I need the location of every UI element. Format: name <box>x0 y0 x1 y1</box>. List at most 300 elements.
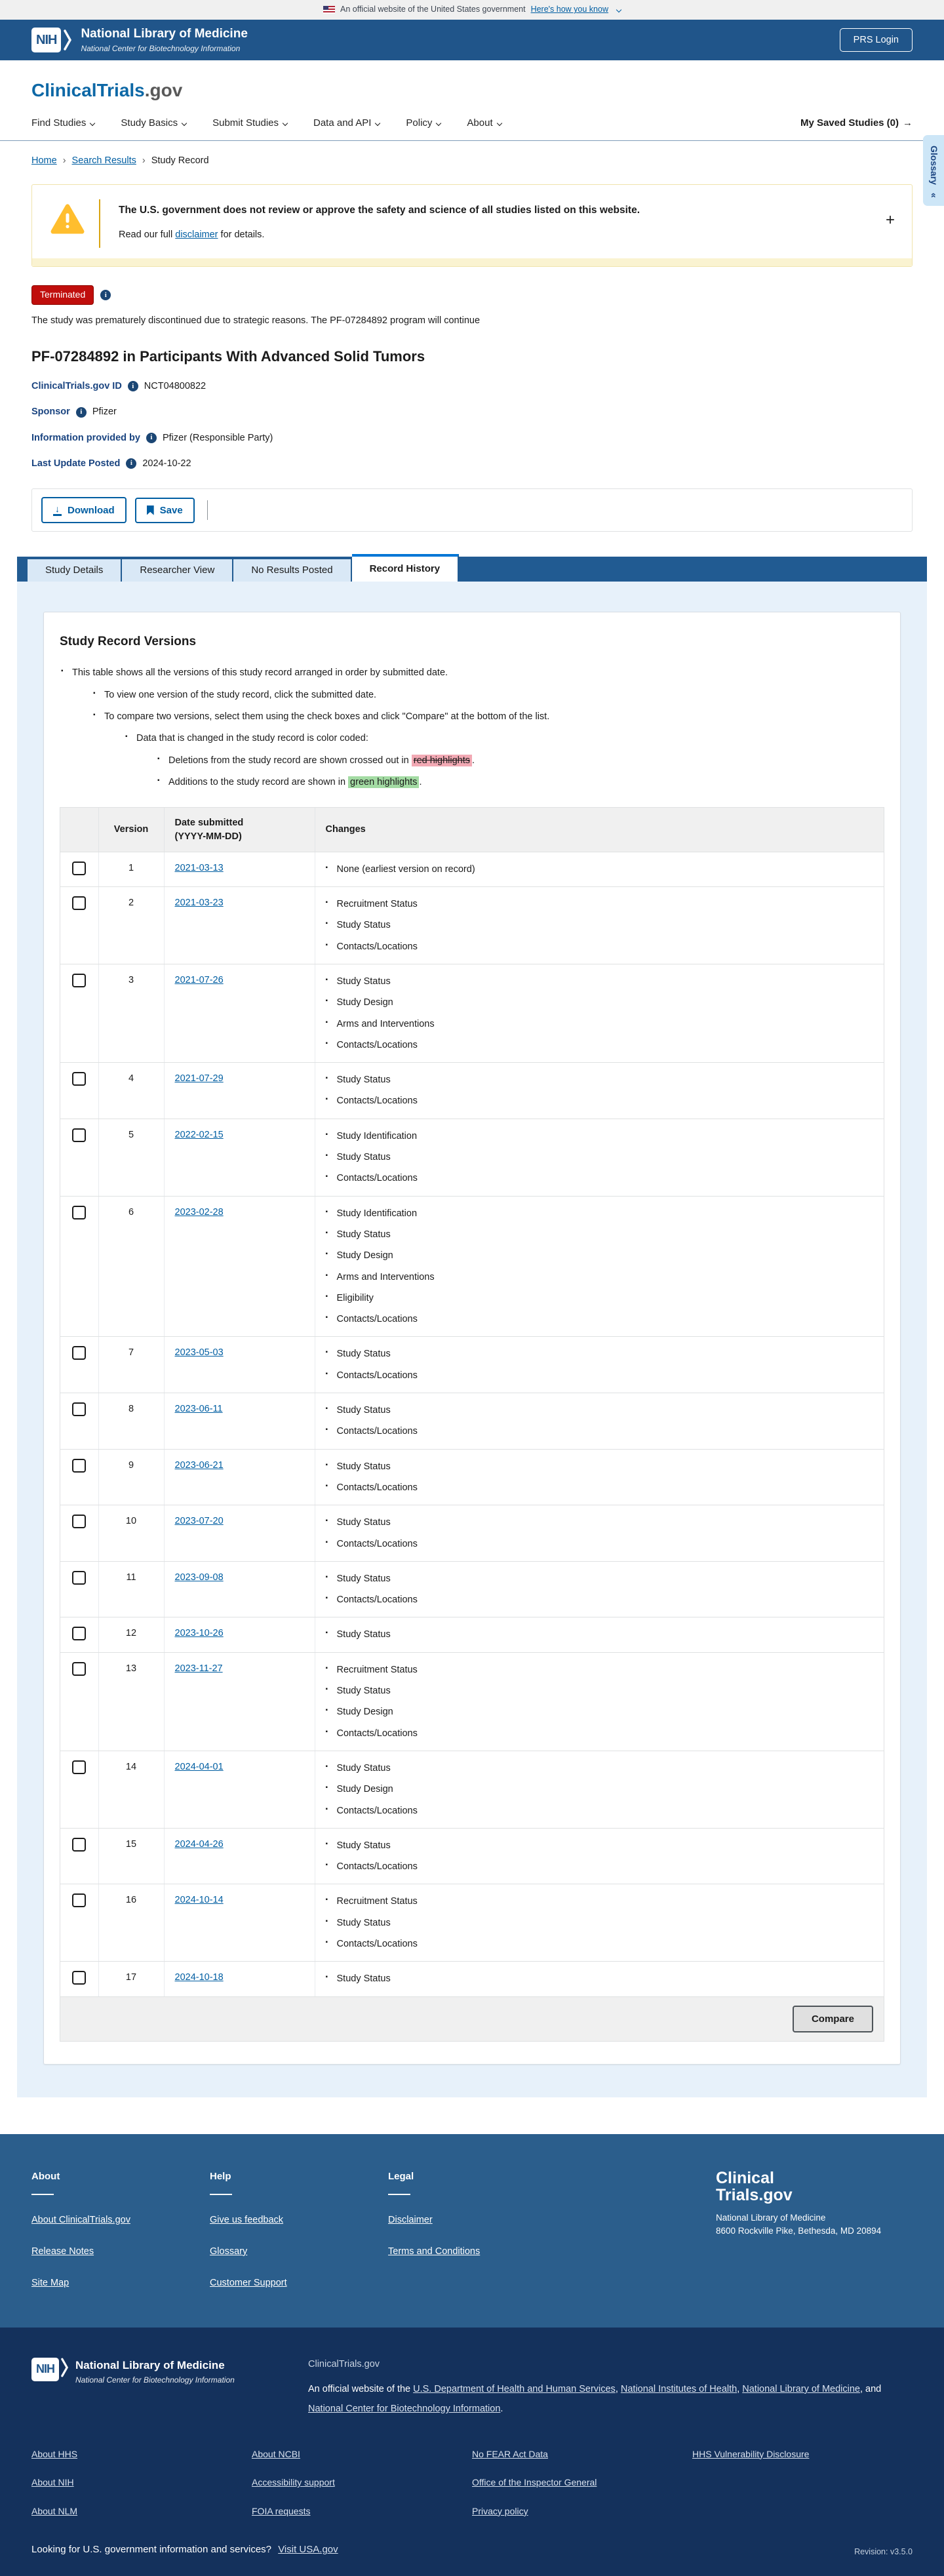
version-checkbox[interactable] <box>72 1346 86 1360</box>
date-cell <box>164 1617 315 1652</box>
version-checkbox[interactable] <box>72 1893 86 1907</box>
date-cell <box>164 1196 315 1337</box>
nav-item-policy[interactable] <box>406 116 441 130</box>
date-submitted-link[interactable]: 2022-02-15 <box>174 1129 224 1140</box>
divider <box>210 2194 232 2195</box>
change-item: ▪ Contacts/Locations <box>326 1860 874 1873</box>
footer <box>0 2134 944 2576</box>
change-item: ▪ Study Status <box>326 1572 874 1585</box>
change-item: ▪ Study Status <box>326 1404 874 1417</box>
changes-list <box>326 1839 874 1874</box>
version-number: 16 <box>98 1884 164 1962</box>
disclaimer-subtext <box>119 228 640 241</box>
date-cell <box>164 1119 315 1196</box>
study-field-label: ClinicalTrials.gov ID <box>31 381 122 392</box>
date-cell <box>164 852 315 886</box>
table-row <box>60 964 884 1063</box>
info-icon[interactable]: i <box>100 290 111 300</box>
date-submitted-link[interactable]: 2023-10-26 <box>174 1628 224 1639</box>
nav-item-label: About <box>467 117 493 129</box>
prs-login-button[interactable]: PRS Login <box>840 28 913 52</box>
agency-links-column <box>252 2448 472 2534</box>
termination-note: The study was prematurely discontinued due to strategic reasons. The PF-07284892 program will continue <box>31 315 481 327</box>
nav-item-about[interactable] <box>467 116 501 130</box>
date-submitted-link[interactable]: 2024-04-26 <box>174 1838 224 1850</box>
footer-sitename: ClinicalTrials.gov <box>308 2359 380 2370</box>
nih-org-name: National Library of Medicine <box>81 26 248 41</box>
breadcrumb-home-link[interactable]: Home <box>31 155 57 167</box>
study-field-value: 2024-10-22 <box>142 458 191 469</box>
table-row <box>60 1561 884 1617</box>
change-item: ▪ Contacts/Locations <box>326 1172 874 1185</box>
change-item: ▪ Contacts/Locations <box>326 1039 874 1052</box>
date-submitted-link[interactable]: 2023-05-03 <box>174 1347 224 1358</box>
glossary-label: Glossary <box>929 146 939 185</box>
version-checkbox[interactable] <box>72 974 86 987</box>
changes-list <box>326 1404 874 1438</box>
info-icon[interactable]: i <box>76 407 87 418</box>
changes-cell <box>315 1505 884 1562</box>
divider <box>207 500 208 520</box>
version-number: 8 <box>98 1393 164 1450</box>
divider <box>31 2194 54 2195</box>
agency-link-about-nih[interactable]: About NIH <box>31 2477 74 2488</box>
changes-list <box>326 1347 874 1382</box>
version-number: 1 <box>98 852 164 886</box>
chevron-down-icon <box>496 120 502 125</box>
tab-researcher-view[interactable]: Researcher View <box>122 559 233 582</box>
download-icon: ↓ <box>53 504 62 516</box>
table-row <box>60 1119 884 1196</box>
version-number: 13 <box>98 1652 164 1751</box>
changes-cell <box>315 1063 884 1119</box>
changes-cell <box>315 1449 884 1505</box>
compare-button[interactable]: Compare <box>793 2006 873 2032</box>
footer-bottom <box>0 2328 944 2576</box>
list-item: ▪ To view one version of the study record, click the submitted date. <box>92 688 884 702</box>
agency-link-about-ncbi[interactable]: About NCBI <box>252 2448 300 2459</box>
version-number: 6 <box>98 1196 164 1337</box>
date-cell <box>164 1449 315 1505</box>
version-checkbox[interactable] <box>72 1662 86 1676</box>
main-nav-items <box>31 116 502 130</box>
nav-item-submit-studies[interactable] <box>212 116 287 130</box>
change-item: ▪ Study Design <box>326 1705 874 1718</box>
nlm-footer-org-block <box>75 2358 235 2386</box>
checkbox-wrap <box>71 1206 88 1219</box>
study-field-value: NCT04800822 <box>144 381 206 392</box>
change-item: ▪ Study Status <box>326 1972 874 1985</box>
footer-link-customer-support[interactable]: Customer Support <box>210 2278 287 2289</box>
date-cell <box>164 1962 315 1996</box>
info-icon[interactable]: i <box>146 433 157 443</box>
nlm-footer-logo[interactable] <box>31 2358 308 2419</box>
divider <box>388 2194 410 2195</box>
change-item: ▪ Contacts/Locations <box>326 1313 874 1326</box>
chevron-down-icon <box>436 120 441 125</box>
checkbox-cell <box>60 1196 98 1337</box>
version-checkbox[interactable] <box>72 1459 86 1473</box>
checkbox-wrap <box>71 1571 88 1585</box>
date-submitted-link[interactable]: 2021-03-13 <box>174 862 224 873</box>
disclaimer-link[interactable]: disclaimer <box>175 229 218 241</box>
save-button[interactable] <box>135 498 195 523</box>
checkbox-cell <box>60 1652 98 1751</box>
footer-logo-line1: Clinical <box>716 2168 774 2187</box>
table-row <box>60 1828 884 1884</box>
change-item: ▪ Recruitment Status <box>326 898 874 911</box>
changes-cell <box>315 1652 884 1751</box>
study-field-label: Sponsor <box>31 406 70 418</box>
footer-address: National Library of Medicine 8600 Rockville Pike, Bethesda, MD 20894 <box>716 2213 882 2236</box>
change-item: ▪ Study Status <box>326 919 874 932</box>
checkbox-cell <box>60 964 98 1063</box>
logo-main-text: ClinicalTrials <box>31 80 145 100</box>
change-item: ▪ Study Status <box>326 975 874 988</box>
agency-link-about-nlm[interactable]: About NLM <box>31 2505 78 2516</box>
saved-studies-label: My Saved Studies (0) <box>800 117 899 129</box>
version-number: 5 <box>98 1119 164 1196</box>
checkbox-wrap <box>71 1515 88 1528</box>
action-bar <box>31 488 913 532</box>
agency-link-accessibility-support[interactable]: Accessibility support <box>252 2477 335 2488</box>
changes-list <box>326 1130 874 1185</box>
version-checkbox[interactable] <box>72 1128 86 1142</box>
nav-item-label: Find Studies <box>31 117 87 129</box>
changes-cell <box>315 887 884 964</box>
version-checkbox[interactable] <box>72 1402 86 1416</box>
study-field-label: Last Update Posted <box>31 458 121 469</box>
list-item: ▪ Deletions from the study record are shown crossed out in red highlights . <box>156 754 884 767</box>
version-number: 10 <box>98 1505 164 1562</box>
version-checkbox[interactable] <box>72 896 86 910</box>
date-submitted-link[interactable]: 2021-03-23 <box>174 898 224 909</box>
date-cell <box>164 964 315 1063</box>
red-highlight-sample: red highlights <box>412 755 472 766</box>
change-item: ▪ Contacts/Locations <box>326 1369 874 1382</box>
date-submitted-link[interactable]: 2024-04-01 <box>174 1761 224 1772</box>
nih-link[interactable]: National Institutes of Health <box>620 2383 738 2394</box>
revision-label: Revision: v3.5.0 <box>854 2546 913 2556</box>
disclaimer-collapsed-strip <box>32 258 912 266</box>
table-row <box>60 887 884 964</box>
footer-column-title: About <box>31 2170 60 2182</box>
version-checkbox[interactable] <box>72 862 86 875</box>
chevron-down-icon <box>375 120 380 125</box>
list-item: ▪ Data that is changed in the study record is color coded: ▪ Deletions from the study record are shown crossed out in red highlights . ▪ Additions to the study record are shown in green highlights . <box>124 732 884 789</box>
record-history-card <box>43 612 901 2065</box>
version-checkbox[interactable] <box>72 1571 86 1585</box>
change-item: ▪ Contacts/Locations <box>326 1593 874 1606</box>
tab-study-details[interactable]: Study Details <box>28 559 122 582</box>
checkbox-cell <box>60 1449 98 1505</box>
info-icon[interactable]: i <box>128 381 138 391</box>
footer-column-title: Legal <box>388 2170 414 2182</box>
version-number: 14 <box>98 1751 164 1828</box>
footer-top <box>0 2134 944 2328</box>
nih-logo-text: NIH <box>31 2358 59 2381</box>
nav-item-label: Data and API <box>313 117 372 129</box>
study-tab-bar <box>17 557 927 582</box>
footer-link-disclaimer[interactable]: Disclaimer <box>388 2214 433 2225</box>
breadcrumb <box>0 141 944 167</box>
checkbox-wrap <box>71 1971 88 1985</box>
changes-cell <box>315 1119 884 1196</box>
date-submitted-link[interactable]: 2021-07-29 <box>174 1073 224 1084</box>
changes-cell <box>315 1196 884 1337</box>
change-item: ▪ Study Status <box>326 1460 874 1473</box>
version-checkbox[interactable] <box>72 1206 86 1219</box>
version-number: 7 <box>98 1337 164 1393</box>
agency-link-hhs-vulnerability-disclosure[interactable]: HHS Vulnerability Disclosure <box>692 2448 810 2459</box>
gov-banner-link[interactable]: Here's how you know <box>530 5 608 14</box>
site-header <box>0 60 944 140</box>
footer-column-title: Help <box>210 2170 231 2182</box>
date-submitted-link[interactable]: 2023-07-20 <box>174 1516 224 1527</box>
study-fields <box>31 380 913 470</box>
list-item: ▪ Additions to the study record are shown in green highlights . <box>156 776 884 789</box>
change-item: ▪ None (earliest version on record) <box>326 863 874 876</box>
table-row <box>60 1449 884 1505</box>
table-row <box>60 1063 884 1119</box>
agency-links-column <box>31 2448 252 2534</box>
study-tabs-section <box>17 557 927 2097</box>
agency-links-column <box>472 2448 692 2534</box>
change-item: ▪ Contacts/Locations <box>326 1804 874 1817</box>
version-number: 12 <box>98 1617 164 1652</box>
checkbox-cell <box>60 1962 98 1996</box>
list-item: ▪ This table shows all the versions of this study record arranged in order by submitted date. ▪ To view one version of the study record, click the submitted date. ▪ To compare two versions, select them using the check boxes and click "Compare" at the bottom of the list. ▪ Data that is changed in the study record is color coded: ▪ Deletions from the study record are shown crossed out in red highlights . ▪ Additions to the study record are shown in green highlights . <box>60 666 884 789</box>
date-submitted-link[interactable]: 2024-10-14 <box>174 1895 224 1906</box>
change-item: ▪ Study Status <box>326 1516 874 1529</box>
nlm-link[interactable]: National Library of Medicine <box>742 2383 860 2394</box>
date-cell <box>164 1828 315 1884</box>
footer-link-site-map[interactable]: Site Map <box>31 2278 69 2289</box>
agency-link-privacy-policy[interactable]: Privacy policy <box>472 2505 528 2516</box>
agency-links-column <box>692 2448 913 2534</box>
nav-item-study-basics[interactable] <box>121 116 186 130</box>
nlm-org-subtitle: National Center for Biotechnology Information <box>75 2375 235 2385</box>
collapse-chevrons-icon: « <box>929 192 939 198</box>
checkbox-cell <box>60 1751 98 1828</box>
date-submitted-link[interactable]: 2024-10-18 <box>174 1972 224 1983</box>
checkbox-wrap <box>71 862 88 875</box>
date-submitted-link[interactable]: 2023-06-21 <box>174 1459 224 1471</box>
tab-no-results-posted[interactable]: No Results Posted <box>233 559 351 582</box>
expand-plus-icon[interactable]: + <box>885 211 895 229</box>
change-item: ▪ Arms and Interventions <box>326 1271 874 1284</box>
gov-banner-text: An official website of the United States government <box>340 5 526 14</box>
change-item: ▪ Study Status <box>326 1228 874 1241</box>
gov-banner <box>0 0 944 20</box>
nih-logo-chevron-icon <box>61 2358 68 2377</box>
table-row <box>60 1196 884 1337</box>
change-item: ▪ Study Status <box>326 1347 874 1360</box>
version-number: 11 <box>98 1561 164 1617</box>
changes-list <box>326 1572 874 1607</box>
version-checkbox[interactable] <box>72 1838 86 1852</box>
date-cell <box>164 1561 315 1617</box>
change-item: ▪ Study Status <box>326 1151 874 1164</box>
usagov-row <box>31 2543 913 2556</box>
date-cell <box>164 1505 315 1562</box>
version-checkbox[interactable] <box>72 1971 86 1985</box>
change-item: ▪ Study Design <box>326 996 874 1009</box>
changes-cell <box>315 1828 884 1884</box>
list-item: ▪ To compare two versions, select them using the check boxes and click "Compare" at the bottom of the list. ▪ Data that is changed in the study record is color coded: ▪ Deletions from the study record are shown crossed out in red highlights . ▪ Additions to the study record are shown in green highlights . <box>92 710 884 789</box>
version-checkbox[interactable] <box>72 1515 86 1528</box>
checkbox-wrap <box>71 1459 88 1473</box>
section-title: Study Record Versions <box>60 634 197 648</box>
chevron-down-icon <box>90 120 95 125</box>
header-date-submitted: Date submitted (YYYY-MM-DD) <box>164 808 315 852</box>
checkbox-cell <box>60 1119 98 1196</box>
changes-list <box>326 898 874 953</box>
disclaimer-suffix: for details. <box>218 229 265 241</box>
changes-cell <box>315 852 884 886</box>
change-item: ▪ Study Design <box>326 1249 874 1262</box>
ncbi-link[interactable]: National Center for Biotechnology Information <box>308 2404 501 2415</box>
hhs-link[interactable]: U.S. Department of Health and Human Services <box>413 2383 616 2394</box>
disclaimer-title: The U.S. government does not review or approve the safety and science of all studies listed on this website. <box>119 205 640 216</box>
bookmark-icon <box>147 505 154 515</box>
checkbox-wrap <box>71 1893 88 1907</box>
changes-list <box>326 1628 874 1641</box>
study-field-value: Pfizer (Responsible Party) <box>162 432 273 443</box>
change-item: ▪ Contacts/Locations <box>326 1481 874 1494</box>
footer-link-columns <box>31 2170 566 2290</box>
study-field-clinicaltrials-gov-id <box>31 380 913 393</box>
table-row <box>60 1337 884 1393</box>
checkbox-wrap <box>71 974 88 987</box>
checkbox-cell <box>60 1561 98 1617</box>
agency-link-foia-requests[interactable]: FOIA requests <box>252 2505 311 2516</box>
date-submitted-link[interactable]: 2021-07-26 <box>174 975 224 985</box>
clinicaltrials-logo[interactable] <box>31 77 913 103</box>
change-item: ▪ Study Design <box>326 1783 874 1796</box>
table-row <box>60 1962 884 1996</box>
info-icon[interactable]: i <box>126 458 136 469</box>
nih-header <box>0 20 944 60</box>
nav-item-data-and-api[interactable] <box>313 116 380 130</box>
checkbox-cell <box>60 1828 98 1884</box>
checkbox-wrap <box>71 1346 88 1360</box>
footer-link-glossary[interactable]: Glossary <box>210 2246 248 2257</box>
table-row <box>60 1505 884 1562</box>
change-item: ▪ Study Identification <box>326 1207 874 1220</box>
nav-item-find-studies[interactable] <box>31 116 94 130</box>
changes-cell <box>315 964 884 1063</box>
study-field-information-provided-by <box>31 431 913 445</box>
glossary-side-tab[interactable] <box>923 135 944 206</box>
study-status-row <box>31 285 913 305</box>
date-submitted-link[interactable]: 2023-11-27 <box>174 1663 223 1674</box>
date-cell <box>164 1652 315 1751</box>
footer-link-release-notes[interactable]: Release Notes <box>31 2246 94 2257</box>
breadcrumb-search-results-link[interactable]: Search Results <box>71 155 136 167</box>
changes-list <box>326 1207 874 1326</box>
versions-table <box>60 807 884 2041</box>
changes-list <box>326 863 874 876</box>
table-row <box>60 852 884 886</box>
changes-cell <box>315 1962 884 1996</box>
usagov-link[interactable]: Visit USA.gov <box>278 2544 338 2556</box>
version-checkbox[interactable] <box>72 1627 86 1640</box>
nih-org-block <box>81 26 247 54</box>
changes-cell <box>315 1751 884 1828</box>
agency-link-office-of-the-inspector-general[interactable]: Office of the Inspector General <box>472 2477 597 2488</box>
change-item: ▪ Study Status <box>326 1684 874 1697</box>
nav-item-label: Submit Studies <box>212 117 279 129</box>
checkbox-wrap <box>71 896 88 910</box>
warning-triangle-icon <box>50 203 85 239</box>
chevron-down-icon <box>182 120 187 125</box>
page-title: PF-07284892 in Participants With Advanced Solid Tumors <box>31 348 425 365</box>
changes-list <box>326 1895 874 1951</box>
checkbox-wrap <box>71 1072 88 1086</box>
checkbox-wrap <box>71 1128 88 1142</box>
change-item: ▪ Study Status <box>326 1762 874 1775</box>
change-item: ▪ Contacts/Locations <box>326 1537 874 1551</box>
checkbox-cell <box>60 1393 98 1450</box>
checkbox-cell <box>60 1337 98 1393</box>
instructions-list <box>60 666 884 789</box>
date-cell <box>164 1884 315 1962</box>
change-item: ▪ Contacts/Locations <box>326 940 874 953</box>
date-cell <box>164 1393 315 1450</box>
footer-link-about-clinicaltrials-gov[interactable]: About ClinicalTrials.gov <box>31 2214 130 2225</box>
change-item: ▪ Study Status <box>326 1916 874 1930</box>
footer-column-help <box>210 2170 388 2290</box>
change-item: ▪ Contacts/Locations <box>326 1094 874 1107</box>
version-checkbox[interactable] <box>72 1760 86 1774</box>
changes-list <box>326 1663 874 1740</box>
my-saved-studies-link[interactable] <box>800 116 913 130</box>
changes-list <box>326 1972 874 1985</box>
agency-link-about-hhs[interactable]: About HHS <box>31 2448 78 2459</box>
footer-description <box>308 2358 913 2419</box>
checkbox-cell <box>60 1505 98 1562</box>
date-cell <box>164 1063 315 1119</box>
date-submitted-link[interactable]: 2023-06-11 <box>174 1404 223 1415</box>
version-number: 3 <box>98 964 164 1063</box>
change-item: ▪ Recruitment Status <box>326 1895 874 1908</box>
table-row <box>60 1393 884 1450</box>
checkbox-cell <box>60 1884 98 1962</box>
main-nav <box>31 116 913 140</box>
footer-link-give-us-feedback[interactable]: Give us feedback <box>210 2214 284 2225</box>
logo-gov-text: .gov <box>144 80 183 100</box>
breadcrumb-separator: › <box>142 155 146 167</box>
checkbox-wrap <box>71 1402 88 1416</box>
table-row <box>60 1617 884 1652</box>
nih-logo[interactable] <box>31 26 248 54</box>
tab-record-history[interactable]: Record History <box>352 554 460 582</box>
date-submitted-link[interactable]: 2023-02-28 <box>174 1206 224 1218</box>
download-button[interactable] <box>41 497 127 523</box>
change-item: ▪ Eligibility <box>326 1292 874 1305</box>
version-checkbox[interactable] <box>72 1072 86 1086</box>
nav-item-label: Study Basics <box>121 117 178 129</box>
us-flag-icon <box>323 6 335 14</box>
disclaimer-prefix: Read our full <box>119 229 176 241</box>
agency-links-grid <box>31 2448 913 2534</box>
study-field-last-update-posted <box>31 457 913 470</box>
agency-link-no-fear-act-data[interactable]: No FEAR Act Data <box>472 2448 548 2459</box>
date-submitted-link[interactable]: 2023-09-08 <box>174 1572 224 1583</box>
footer-link-terms-and-conditions[interactable]: Terms and Conditions <box>388 2246 481 2257</box>
change-item: ▪ Study Identification <box>326 1130 874 1143</box>
